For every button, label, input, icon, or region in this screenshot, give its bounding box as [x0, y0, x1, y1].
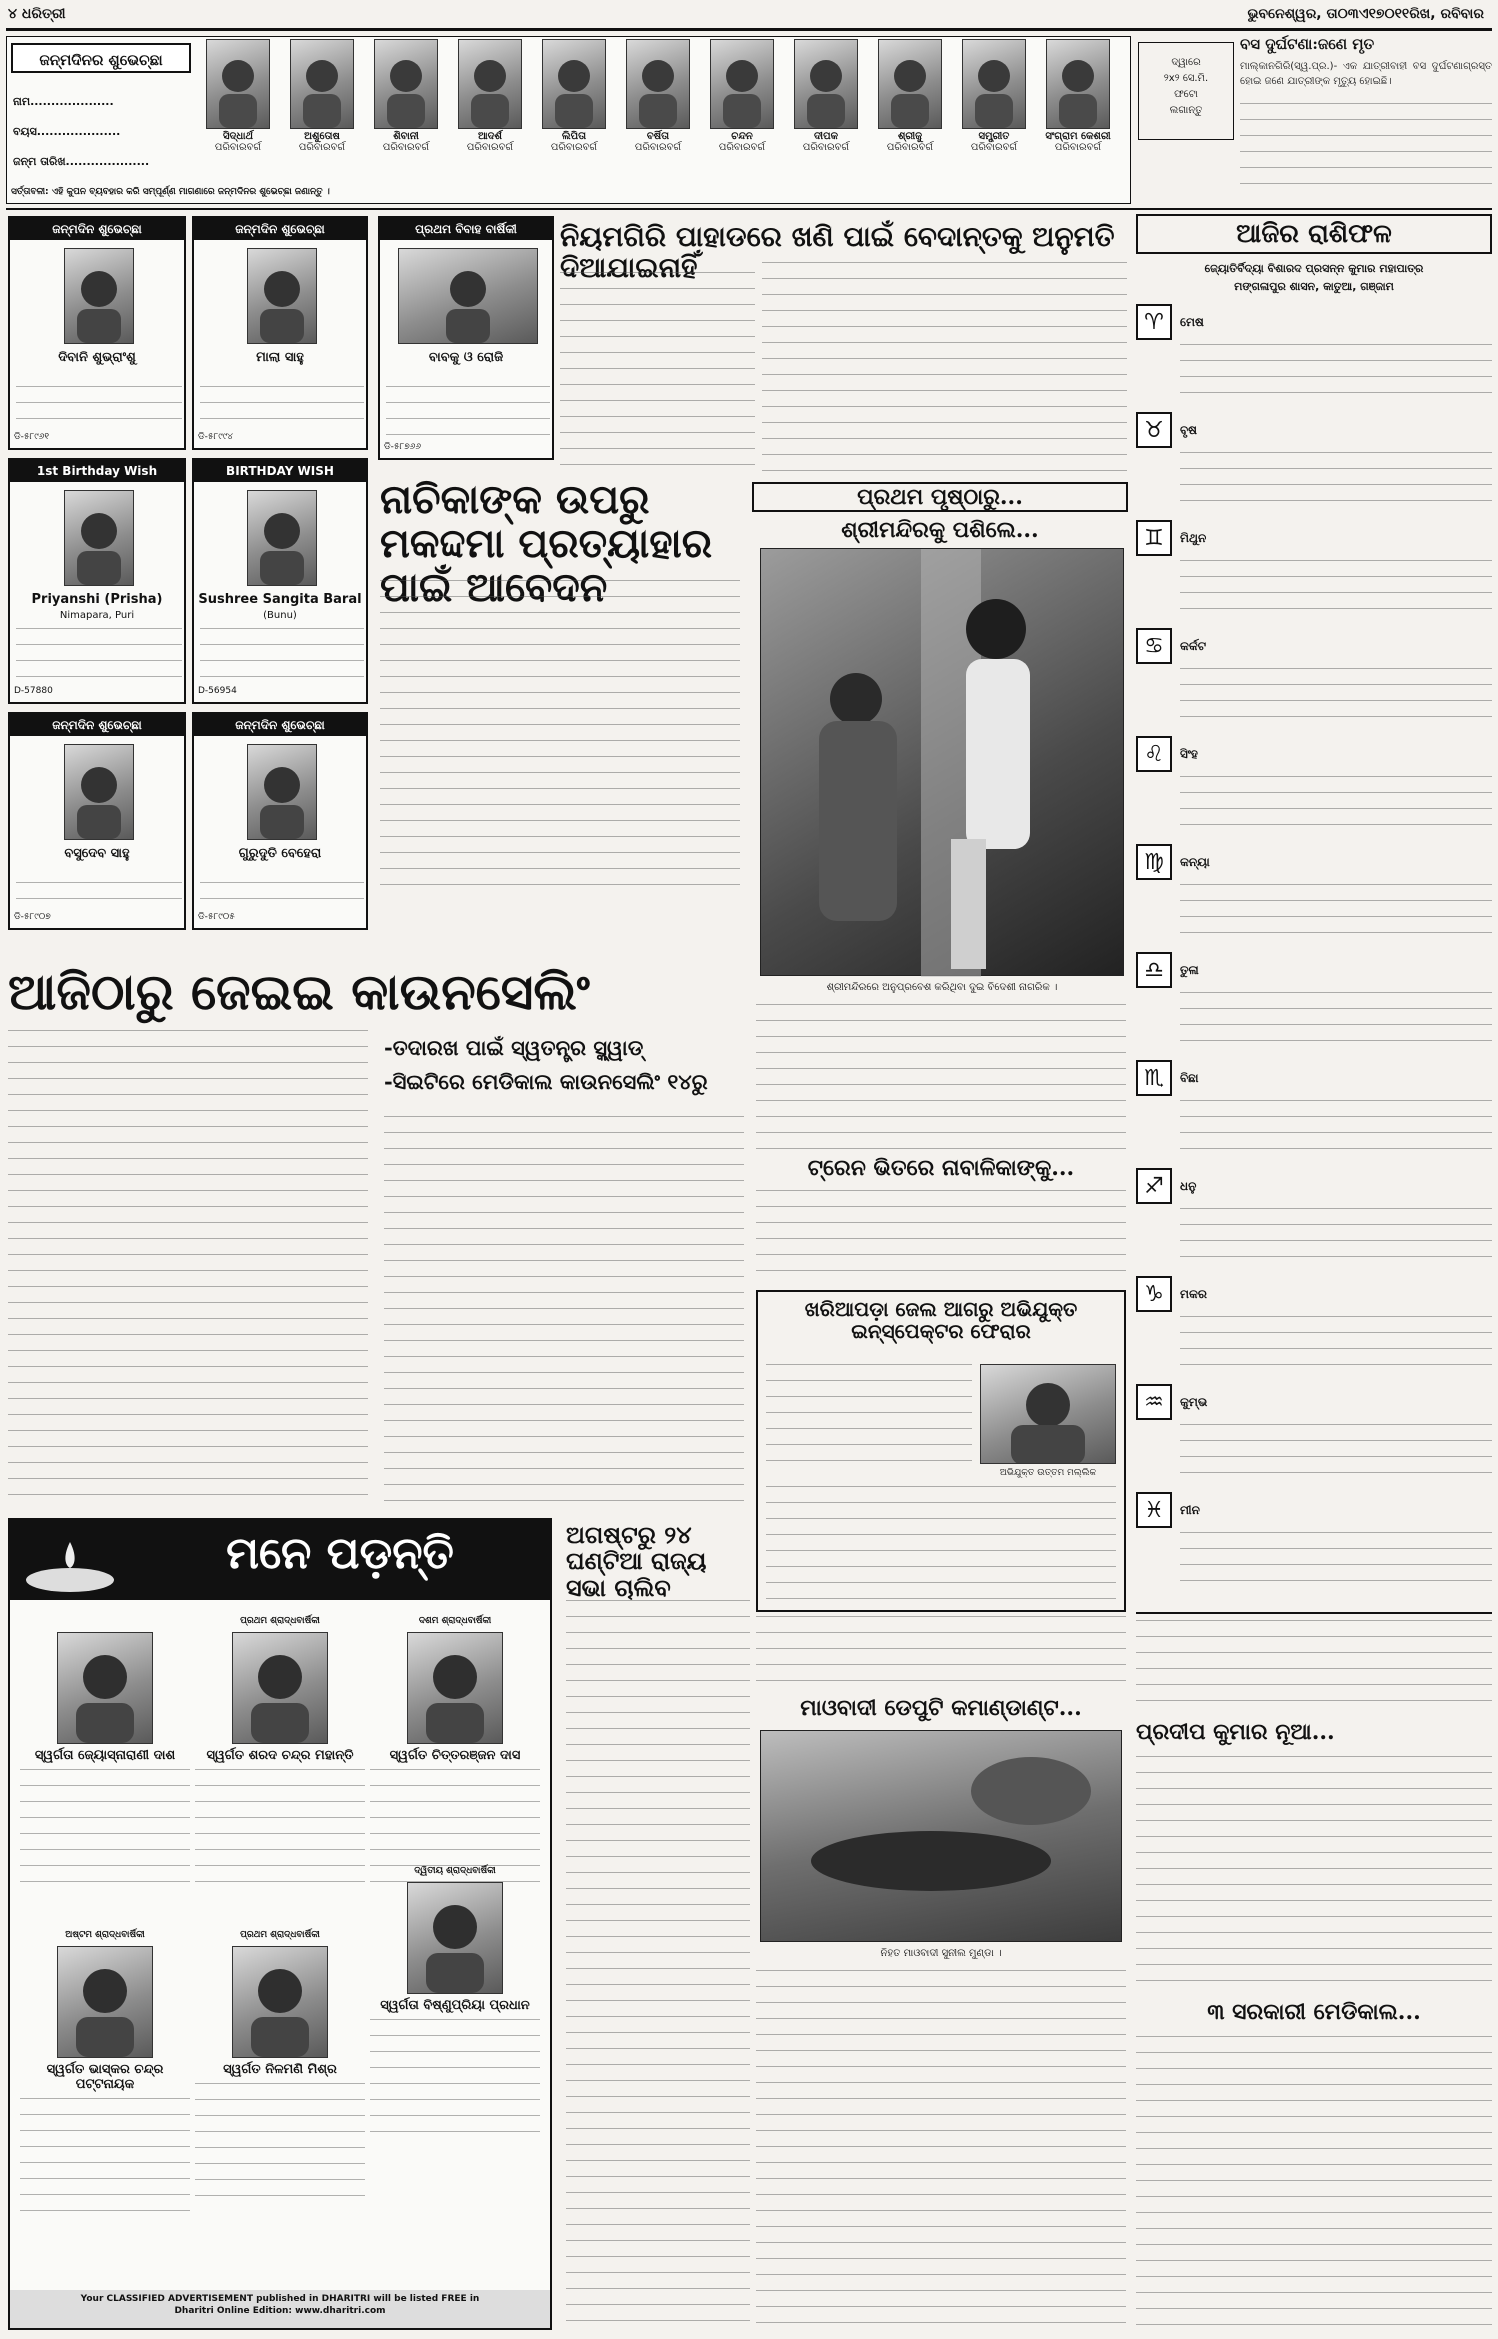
jail-caption: ଅଭିଯୁକ୍ତ ଉତ୍ତମ ମଲ୍ଲିକ — [999, 1468, 1097, 1478]
zodiac-forecast — [1180, 452, 1492, 512]
ad-portrait — [399, 249, 537, 343]
memoriam-photo — [57, 1632, 153, 1744]
ad-name: ଦିବାନି ଶୁଭ୍ରାଂଶୁ — [58, 350, 136, 365]
kid-name: ସଂଗ୍ରାମ କେଶରୀ — [1045, 131, 1111, 142]
ad-photo — [64, 248, 134, 344]
zodiac-sign-name: ମକର — [1180, 1286, 1207, 1301]
counselling-sub-2: -ସିଇଟିରେ ମେଡିକାଲ କାଉନସେଲିଂ ୧୪ରୁ — [384, 1069, 708, 1094]
zodiac-sign-name: ମୀନ — [1180, 1502, 1200, 1517]
kid-photo — [626, 39, 690, 129]
ad-portrait — [248, 491, 316, 585]
libra-icon: ♎ — [1136, 952, 1172, 988]
classified-ad — [192, 712, 368, 930]
zodiac-entry-sagittarius — [1136, 1168, 1492, 1272]
kid-photo — [206, 39, 270, 129]
memoriam-entry — [370, 1616, 540, 1889]
kid-photo — [458, 39, 522, 129]
kid-portrait — [543, 40, 605, 128]
ad-portrait — [248, 745, 316, 839]
classified-ad — [8, 216, 186, 450]
ad-name: Priyanshi (Prisha) — [31, 592, 163, 607]
kid-photo — [878, 39, 942, 129]
aquarius-icon: ♒ — [1136, 1384, 1172, 1420]
ad-message — [200, 628, 364, 682]
jail-photo — [980, 1364, 1116, 1464]
kid-name: ଲିପିତା — [561, 131, 587, 142]
jail-body-cont — [756, 1616, 1126, 1686]
memoriam-name: ସ୍ୱର୍ଗତା ଜ୍ୟୋସ୍ନାରାଣୀ ଦାଶ — [34, 1748, 176, 1763]
kid-photo-card — [199, 39, 277, 153]
kid-photo — [1046, 39, 1110, 129]
memoriam-photo — [232, 1632, 328, 1744]
zodiac-header — [1136, 1168, 1492, 1204]
kid-photo-card — [1039, 39, 1117, 153]
ad-code: ଡି-୫୮୯୬୧ — [14, 432, 50, 443]
size-box-line: ଦ୍ୱାରେ — [1171, 57, 1201, 68]
temple-photo — [760, 548, 1124, 976]
kid-photo — [710, 39, 774, 129]
zodiac-header — [1136, 520, 1492, 556]
ad-title: ଜନ୍ମଦିନ ଶୁଭେଚ୍ଛା — [194, 714, 366, 736]
ad-name: ବାବକୁ ଓ ରୋଜି — [428, 350, 504, 365]
kid-portrait — [375, 40, 437, 128]
zodiac-sign-name: ଧନୁ — [1180, 1178, 1197, 1193]
ad-name: ଗୁରୁଦୁତି ବେହେରା — [238, 846, 322, 861]
size-box-line: ଲଗାନ୍ତୁ — [1169, 105, 1203, 116]
kid-portrait — [1047, 40, 1109, 128]
jail-body-2 — [766, 1486, 1116, 1606]
kid-portrait — [207, 40, 269, 128]
jail-photo-portrait — [981, 1365, 1115, 1463]
memoriam-name: ସ୍ୱର୍ଗତା ବିଷ୍ଣୁପ୍ରିୟା ପ୍ରଧାନ — [380, 1998, 530, 2013]
temple-headline: ଶ୍ରୀମନ୍ଦିରକୁ ପଶିଲେ... — [841, 517, 1039, 543]
bus-body-lines — [1240, 103, 1492, 189]
kid-family: ପରିବାରବର୍ଗ — [550, 142, 598, 153]
kid-family: ପରିବାରବର୍ଗ — [886, 142, 934, 153]
memoriam-text — [20, 1769, 190, 1889]
kid-family: ପରିବାରବର୍ଗ — [802, 142, 850, 153]
counselling-body-2 — [384, 1116, 744, 1510]
kid-family: ପରିବାରବର୍ଗ — [298, 142, 346, 153]
ad-code: ଡି-୫୮୯୯୪ — [198, 432, 233, 443]
zodiac-sign-name: ବୃଷ — [1180, 422, 1198, 437]
memoriam-entry — [20, 1930, 190, 2218]
counselling-body — [8, 1030, 368, 1510]
classified-ad — [8, 458, 186, 704]
zodiac-header — [1136, 304, 1492, 340]
kid-photo-card — [535, 39, 613, 153]
zodiac-header — [1136, 412, 1492, 448]
kid-photo-card — [955, 39, 1033, 153]
kid-photo-card — [367, 39, 445, 153]
zodiac-forecast — [1180, 1316, 1492, 1376]
ad-name: ବସୁଦେବ ସାହୁ — [64, 846, 130, 861]
zodiac-header — [1136, 628, 1492, 664]
taurus-icon: ♉ — [1136, 412, 1172, 448]
form-name-label: ନାମ.................... — [13, 95, 114, 108]
zodiac-header — [1136, 952, 1492, 988]
zodiac-forecast — [1180, 1532, 1492, 1592]
bus-body: ମାଲ୍କାନଗିରି(ସ୍ୱ.ପ୍ର.)- ଏକ ଯାତ୍ରୀବାହୀ ବସ ଦୁର୍ଘଟଣାଗ୍ରସ୍ତ ହୋଇ ଜଣେ ଯାତ୍ରୀଙ୍କ ମୃତ୍ୟୁ ହୋଇଛି। — [1240, 60, 1492, 87]
horoscope-rule — [1136, 1612, 1492, 1614]
memoriam-banner — [10, 1520, 550, 1600]
ad-code: ଡି-୫୮୭୬୬ — [384, 442, 422, 453]
front-page-heading: ପ୍ରଥମ ପୃଷ୍ଠାରୁ... — [857, 484, 1023, 510]
memoriam-name: ସ୍ୱର୍ଗତ ନିଳମଣି ମିଶ୍ର — [223, 2062, 337, 2077]
memoriam-name: ସ୍ୱର୍ଗତ ଶରଦ ଚନ୍ଦ୍ର ମହାନ୍ତି — [206, 1748, 354, 1763]
size-box-line: ଫଟୋ — [1174, 89, 1198, 100]
scorpio-icon: ♏ — [1136, 1060, 1172, 1096]
ad-message — [16, 882, 182, 908]
ad-title: ପ୍ରଥମ ବିବାହ ବାର୍ଷିକୀ — [380, 218, 552, 240]
memoriam-entry — [195, 1616, 365, 1889]
ad-photo — [64, 490, 134, 586]
zodiac-sign-name: ବିଛା — [1180, 1070, 1199, 1085]
jail-headline: ଖରିଆପଡ଼ା ଜେଲ ଆଗରୁ ଅଭିଯୁକ୍ତ ଇନ୍‌ସ୍ପେକ୍ଟର ଫେରାର — [804, 1297, 1078, 1343]
nachika-headline: ନାଚିକାଙ୍କ ଉପରୁ ମକଦ୍ଦମା ପ୍ରତ୍ୟାହାର ପାଇଁ ଆବେଦନ — [380, 476, 713, 611]
right-col-body — [1136, 1620, 1492, 1714]
classified-footer-line-2: Dharitri Online Edition: www.dharitri.com — [174, 2305, 386, 2316]
ad-message — [386, 386, 550, 438]
train-body — [756, 1190, 1126, 1286]
capricorn-icon: ♑ — [1136, 1276, 1172, 1312]
front-page-box — [752, 482, 1128, 512]
kid-photo-card — [787, 39, 865, 153]
horoscope-header — [1136, 214, 1492, 254]
zodiac-entry-scorpio — [1136, 1060, 1492, 1164]
coupon-title: ଜନ୍ମଦିନର ଶୁଭେଚ୍ଛା — [11, 43, 191, 73]
kid-portrait — [963, 40, 1025, 128]
memoriam-label: ପ୍ରଥମ ଶ୍ରାଦ୍ଧବାର୍ଷିକୀ — [240, 1616, 320, 1626]
memoriam-entry — [20, 1616, 190, 1889]
zodiac-entry-aries — [1136, 304, 1492, 408]
zodiac-header — [1136, 736, 1492, 772]
kid-portrait — [879, 40, 941, 128]
maoist-photo-scene — [761, 1731, 1123, 1943]
zodiac-header — [1136, 1060, 1492, 1096]
ad-message — [200, 882, 364, 908]
zodiac-sign-name: ମେଷ — [1180, 314, 1204, 329]
classified-ad — [192, 216, 368, 450]
ad-portrait — [65, 491, 133, 585]
zodiac-entry-aquarius — [1136, 1384, 1492, 1488]
masthead-rule — [6, 28, 1492, 31]
kid-portrait — [795, 40, 857, 128]
memoriam-portrait — [233, 1633, 327, 1743]
ad-title: ଜନ୍ମଦିନ ଶୁଭେଚ୍ଛା — [10, 218, 184, 240]
form-dob-label: ଜନ୍ମ ତାରିଖ.................... — [13, 155, 150, 168]
kid-photo-card — [871, 39, 949, 153]
memoriam-name: ସ୍ୱର୍ଗତ ଭାସ୍କର ଚନ୍ଦ୍ର ପଟ୍ଟନାୟକ — [46, 2062, 164, 2092]
kid-portrait — [711, 40, 773, 128]
zodiac-entry-gemini — [1136, 520, 1492, 624]
ad-code: ଡି-୫୮୯୦୫ — [198, 912, 235, 923]
classified-footer-line-1: Your CLASSIFIED ADVERTISEMENT published in DHARITRI will be listed FREE in — [80, 2294, 480, 2304]
ad-code: D-57880 — [14, 686, 53, 697]
zodiac-forecast — [1180, 1100, 1492, 1160]
coupon-terms: ସର୍ତ୍ତାବଳୀ: ଏହି କୁପନ ବ୍ୟବହାର କରି ସମ୍ପୂର୍ଣ୍ଣ ମାଗଣାରେ ଜନ୍ମଦିନର ଶୁଭେଚ୍ଛା ଜଣାନ୍ତୁ । — [11, 187, 330, 197]
kid-portrait — [459, 40, 521, 128]
memoriam-section — [8, 1518, 552, 2330]
memoriam-portrait — [233, 1947, 327, 2057]
zodiac-forecast — [1180, 884, 1492, 944]
horoscope-title: ଆଜିର ରାଶିଫଳ — [1236, 219, 1392, 249]
ad-photo — [247, 248, 317, 344]
train-headline: ଟ୍ରେନ ଭିତରେ ନାବାଳିକାଙ୍କୁ... — [807, 1155, 1075, 1181]
sagittarius-icon: ♐ — [1136, 1168, 1172, 1204]
ad-title: 1st Birthday Wish — [10, 460, 184, 482]
pradeep-body — [1136, 1756, 1492, 1992]
kid-name: ଚନ୍ଦନ — [731, 131, 753, 142]
astrologer-address: ମଙ୍ଗଳାପୁର ଶାସନ, କାତୁଆ, ଗଞ୍ଜାମ — [1234, 280, 1394, 293]
zodiac-forecast — [1180, 344, 1492, 404]
medical-body — [1136, 2036, 1492, 2330]
gemini-icon: ♊ — [1136, 520, 1172, 556]
dateline: ଭୁବନେଶ୍ୱର, ତା୦୩ଏ୧୭୦୧୧ରିଖ, ରବିବାର — [1247, 6, 1484, 22]
niyamgiri-body-2 — [762, 262, 1127, 472]
ad-portrait — [65, 249, 133, 343]
memoriam-label: ଅଷ୍ଟମ ଶ୍ରାଦ୍ଧବାର୍ଷିକୀ — [65, 1930, 145, 1940]
kid-photo — [794, 39, 858, 129]
temple-caption: ଶ୍ରୀମନ୍ଦିରରେ ଅନୁପ୍ରବେଶ କରିଥିବା ଦୁଇ ବିଦେଶୀ ନାଗରିକ । — [826, 982, 1058, 993]
memoriam-portrait — [408, 1883, 502, 1993]
kid-name: ଶ୍ରୀଜୁ — [897, 131, 923, 142]
kid-family: ପରିବାରବର୍ଗ — [382, 142, 430, 153]
page-number: ୪ ଧରିତ୍ରୀ — [8, 6, 66, 22]
kid-name: ଶିବାନୀ — [393, 131, 419, 142]
zodiac-entry-taurus — [1136, 412, 1492, 516]
ad-title: ଜନ୍ମଦିନ ଶୁଭେଚ୍ଛା — [10, 714, 184, 736]
memoriam-name: ସ୍ୱର୍ଗତ ଚିତ୍ତରଞ୍ଜନ ଦାସ — [389, 1748, 521, 1763]
zodiac-entry-leo — [1136, 736, 1492, 840]
ad-photo — [64, 744, 134, 840]
kid-family: ପରିବାରବର୍ଗ — [634, 142, 682, 153]
zodiac-forecast — [1180, 1208, 1492, 1268]
memoriam-portrait — [58, 1947, 152, 2057]
virgo-icon: ♍ — [1136, 844, 1172, 880]
ad-subtitle: Nimapara, Puri — [59, 610, 135, 621]
zodiac-header — [1136, 1492, 1492, 1528]
kid-photo-card — [703, 39, 781, 153]
zodiac-forecast — [1180, 668, 1492, 728]
medical-headline: ୩ ସରକାରୀ ମେଡିକାଲ... — [1207, 1999, 1421, 2025]
kid-family: ପରିବାରବର୍ଗ — [970, 142, 1018, 153]
memoriam-photo — [232, 1946, 328, 2058]
kid-name: ସିଦ୍ଧାର୍ଥ — [223, 131, 253, 142]
memoriam-label: ପ୍ରଥମ ଶ୍ରାଦ୍ଧବାର୍ଷିକୀ — [240, 1930, 320, 1940]
kid-photo — [290, 39, 354, 129]
form-age-label: ବୟସ.................... — [13, 125, 121, 138]
memoriam-photo — [407, 1882, 503, 1994]
memoriam-entry — [370, 1866, 540, 2139]
kid-family: ପରିବାରବର୍ଗ — [1054, 142, 1102, 153]
kid-portrait — [627, 40, 689, 128]
cancer-icon: ♋ — [1136, 628, 1172, 664]
temple-photo-figures — [761, 549, 1125, 977]
memoriam-text — [195, 2083, 365, 2203]
pradeep-headline: ପ୍ରଦୀପ କୁମାର ନୂଆ... — [1136, 1719, 1335, 1745]
classified-ad — [378, 216, 554, 460]
kid-photo — [962, 39, 1026, 129]
memoriam-portrait — [408, 1633, 502, 1743]
birthday-coupon — [6, 36, 1131, 204]
zodiac-header — [1136, 1384, 1492, 1420]
classified-ad — [8, 712, 186, 930]
memoriam-text — [370, 2019, 540, 2139]
niyamgiri-headline: ନିୟମଗିରି ପାହାଡରେ ଖଣି ପାଇଁ ବେଦାନ୍ତକୁ ଅନୁମତି ଦିଆଯାଇନାହିଁ — [560, 220, 1115, 284]
zodiac-entry-libra — [1136, 952, 1492, 1056]
bus-story — [1240, 36, 1492, 204]
ad-name: Sushree Sangita Baral — [198, 592, 362, 607]
zodiac-sign-name: ସିଂହ — [1180, 746, 1198, 761]
maoist-photo — [760, 1730, 1122, 1942]
zodiac-forecast — [1180, 776, 1492, 836]
zodiac-entry-cancer — [1136, 628, 1492, 732]
zodiac-header — [1136, 844, 1492, 880]
maoist-headline: ମାଓବାଦୀ ଡେପୁଟି କମାଣ୍ଡାଣ୍ଟ... — [800, 1695, 1082, 1721]
ad-message — [16, 386, 182, 428]
zodiac-entry-pisces — [1136, 1492, 1492, 1596]
zodiac-forecast — [1180, 1424, 1492, 1484]
ad-portrait — [65, 745, 133, 839]
nachika-body — [380, 580, 740, 900]
jail-body — [766, 1364, 972, 1464]
kid-family: ପରିବାରବର୍ଗ — [466, 142, 514, 153]
kid-name: ବର୍ଷିତା — [646, 131, 670, 142]
pisces-icon: ♓ — [1136, 1492, 1172, 1528]
memoriam-label: ଦଶମ ଶ୍ରାଦ୍ଧବାର୍ଷିକୀ — [418, 1616, 492, 1626]
ad-code: ଡି-୫୮୯୦୭ — [14, 912, 51, 923]
kid-name: ଦୀପକ — [814, 131, 838, 142]
ad-photo — [398, 248, 538, 344]
kid-name: ଆଦର୍ଶ — [478, 131, 502, 142]
counselling-headline: ଆଜିଠାରୁ ଜେଇଇ କାଉନସେଲିଂ — [8, 962, 590, 1021]
zodiac-entry-capricorn — [1136, 1276, 1492, 1380]
ad-name: ମାଲା ସାହୁ — [256, 350, 304, 365]
leo-icon: ♌ — [1136, 736, 1172, 772]
kid-photo — [542, 39, 606, 129]
zodiac-sign-name: କର୍କଟ — [1180, 638, 1207, 653]
kid-family: ପରିବାରବର୍ଗ — [214, 142, 262, 153]
ad-title: ଜନ୍ମଦିନ ଶୁଭେଚ୍ଛା — [194, 218, 366, 240]
temple-body — [756, 1004, 1126, 1152]
classified-ad — [192, 458, 368, 704]
classified-footer — [10, 2290, 550, 2328]
section-rule — [6, 208, 1492, 210]
memoriam-label: ଦ୍ୱିତୀୟ ଶ୍ରାଦ୍ଧବାର୍ଷିକୀ — [414, 1866, 496, 1876]
ad-photo — [247, 490, 317, 586]
zodiac-forecast — [1180, 992, 1492, 1052]
jail-story-box — [756, 1290, 1126, 1612]
kid-family: ପରିବାରବର୍ଗ — [718, 142, 766, 153]
sabha-body — [566, 1600, 750, 2330]
zodiac-sign-name: କନ୍ୟା — [1180, 854, 1210, 869]
bus-headline: ବସ ଦୁର୍ଘଟଣା:ଜଣେ ମୃତ — [1240, 35, 1375, 53]
ad-message — [200, 386, 364, 428]
kid-photo-card — [619, 39, 697, 153]
kid-name: ସମ୍ପ୍ରୀତ — [978, 131, 1010, 142]
zodiac-sign-name: କୁମ୍ଭ — [1180, 1394, 1208, 1409]
photo-size-box — [1138, 42, 1234, 140]
kid-name: ଅଶୁତୋଷ — [304, 131, 340, 142]
kid-portrait — [291, 40, 353, 128]
zodiac-header — [1136, 1276, 1492, 1312]
ad-message — [16, 628, 182, 682]
maoist-body — [756, 1970, 1126, 2330]
maoist-caption: ନିହତ ମାଓବାଦୀ ସୁନୀଲ ମୁଣ୍ଡା । — [880, 1948, 1002, 1959]
ad-title: BIRTHDAY WISH — [194, 460, 366, 482]
memoriam-title: ମନେ ପଡ଼ନ୍ତି — [226, 1528, 454, 1579]
zodiac-forecast — [1180, 560, 1492, 620]
zodiac-sign-name: ମିଥୁନ — [1180, 530, 1207, 545]
diya-lamp-icon — [10, 1520, 130, 1600]
kid-photo-card — [283, 39, 361, 153]
niyamgiri-body — [560, 272, 755, 472]
ad-code: D-56954 — [198, 686, 237, 697]
sabha-headline: ଅଗଷ୍ଟରୁ ୨୪ ଘଣ୍ଟିଆ ରାଜ୍ୟ ସଭା ଚାଲିବ — [566, 1520, 707, 1602]
ad-portrait — [248, 249, 316, 343]
astrologer-name: ଜ୍ୟୋତିର୍ବିଦ୍ୟା ବିଶାରଦ ପ୍ରସନ୍ନ କୁମାର ମହାପାତ୍ର — [1204, 262, 1424, 275]
aries-icon: ♈ — [1136, 304, 1172, 340]
kid-photo-card — [451, 39, 529, 153]
memoriam-text — [195, 1769, 365, 1889]
zodiac-sign-name: ତୁଳା — [1180, 962, 1199, 977]
kid-photo — [374, 39, 438, 129]
zodiac-entry-virgo — [1136, 844, 1492, 948]
memoriam-portrait — [58, 1633, 152, 1743]
size-box-line: ୨x୨ ସେ.ମି. — [1163, 73, 1209, 84]
ad-subtitle: (Bunu) — [263, 610, 297, 621]
memoriam-photo — [57, 1946, 153, 2058]
memoriam-label — [20, 1616, 190, 1630]
memoriam-photo — [407, 1632, 503, 1744]
memoriam-entry — [195, 1930, 365, 2203]
memoriam-text — [20, 2098, 190, 2218]
ad-photo — [247, 744, 317, 840]
counselling-sub-1: -ତଦାରଖ ପାଇଁ ସ୍ୱତନ୍ତ୍ର ସ୍କ୍ୱାଡ୍ — [384, 1035, 644, 1060]
